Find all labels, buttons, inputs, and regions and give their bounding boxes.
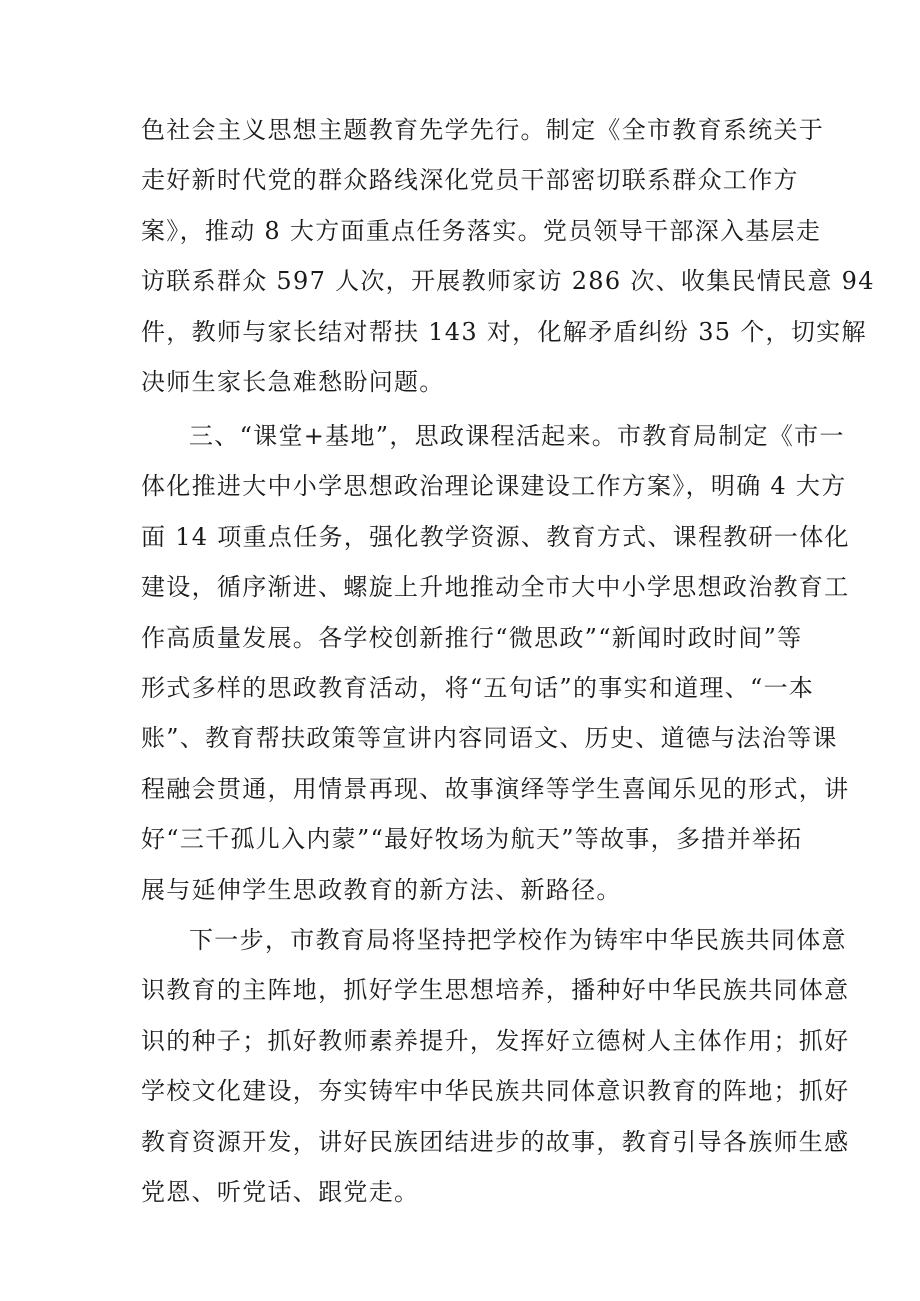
text-line: 识的种子；抓好教师素养提升，发挥好立德树人主体作用；抓好 xyxy=(141,1026,850,1055)
text-line: 案》，推动 8 大方面重点任务落实。党员领导干部深入基层走 xyxy=(141,216,822,245)
text-line-first-indented: 三、“课堂+基地”，思政课程活起来。市教育局制定《市一 xyxy=(189,422,845,450)
text-line: 件，教师与家长结对帮扶 143 对，化解矛盾纠纷 35 个，切实解 xyxy=(141,317,867,346)
text-line: 体化推进大中小学思想政治理论课建设工作方案》，明确 4 大方 xyxy=(141,472,847,501)
text-line: 识教育的主阵地，抓好学生思想培养，播种好中华民族共同体意 xyxy=(141,976,850,1005)
text-line: 色社会主义思想主题教育先学先行。制定《全市教育系统关于 xyxy=(141,116,825,144)
text-line: 好“三千孤儿入内蒙”“最好牧场为航天”等故事，多措并举拓 xyxy=(141,825,803,854)
text-line: 党恩、听党话、跟党走。 xyxy=(141,1177,420,1206)
text-line: 程融会贯通，用情景再现、故事演绎等学生喜闻乐见的形式，讲 xyxy=(141,774,850,803)
text-line: 作高质量发展。各学校创新推行“微思政”“新闻时政时间”等 xyxy=(141,623,803,652)
text-line: 学校文化建设，夯实铸牢中华民族共同体意识教育的阵地；抓好 xyxy=(141,1077,850,1106)
text-line: 决师生家长急难愁盼问题。 xyxy=(141,367,445,396)
paragraph-section-three-ideological-course xyxy=(141,411,850,915)
paragraph-next-steps xyxy=(141,915,850,1217)
text-line-first-indented: 下一步，市教育局将坚持把学校作为铸牢中华民族共同体意 xyxy=(189,926,847,954)
text-line: 面 14 项重点任务，强化教学资源、教育方式、课程教研一体化 xyxy=(141,522,850,551)
text-line: 教育资源开发，讲好民族团结进步的故事，教育引导各族师生感 xyxy=(141,1127,850,1156)
text-line: 建设，循序渐进、螺旋上升地推动全市大中小学思想政治教育工 xyxy=(141,573,850,602)
text-line: 展与延伸学生思政教育的新方法、新路径。 xyxy=(141,875,622,904)
text-line: 走好新时代党的群众路线深化党员干部密切联系群众工作方 xyxy=(141,166,799,195)
text-line: 账”、教育帮扶政策等宣讲内容同语文、历史、道德与法治等课 xyxy=(141,724,838,753)
text-line: 访联系群众 597 人次，开展教师家访 286 次、收集民情民意 94 xyxy=(141,267,875,296)
text-line: 形式多样的思政教育活动，将“五句话”的事实和道理、“一本 xyxy=(141,673,815,702)
paragraph-mass-line-work xyxy=(141,105,875,407)
